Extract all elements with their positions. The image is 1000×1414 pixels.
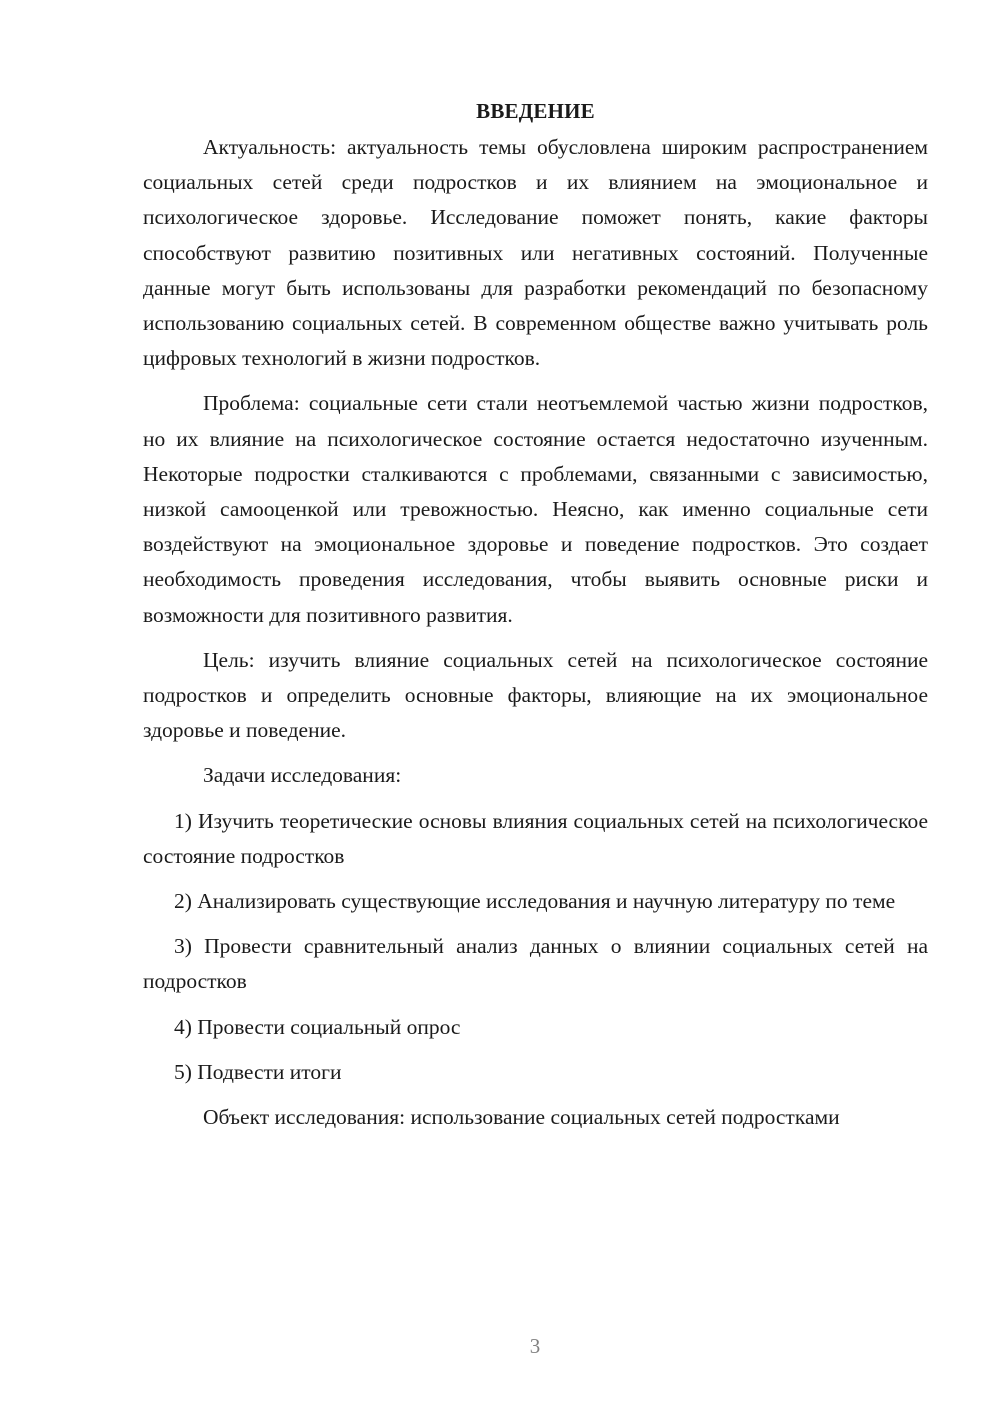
page-number: 3 (529, 1334, 541, 1358)
page-content (143, 96, 928, 1135)
problem-paragraph: Проблема: социальные сети стали неотъемлемой частью жизни подростков, но их влияние на психологическое состояние остается недостаточно изученным. Некоторые подростки сталкиваются с проблемами, связанными с зависимостью, низкой самооценкой или тревожностью. Неясно, как именно социальные сети воздействуют на эмоциональное здоровье и поведение подростков. Это создает необходимость проведения исследования, чтобы выявить основные риски и возможности для позитивного развития. (143, 391, 928, 627)
task-item-1: 1) Изучить теоретические основы влияния социальных сетей на психологическое состояние подростков (143, 808, 928, 868)
relevance-paragraph: Актуальность: актуальность темы обусловлена широким распространением социальных сетей среди подростков и их влиянием на эмоциональное и психологическое здоровье. Исследование поможет понять, какие факторы способствуют развитию позитивных или негативных состояний. Полученные данные могут быть использованы для разработки рекомендаций по безопасному использованию социальных сетей. В современном обществе важно учитывать роль цифровых технологий в жизни подростков. (143, 135, 928, 371)
task-item-3: 3) Провести сравнительный анализ данных о влиянии социальных сетей на подростков (143, 934, 928, 994)
task-item-5: 5) Подвести итоги (174, 1059, 342, 1084)
task-item-2: 2) Анализировать существующие исследования и научную литературу по теме (174, 889, 896, 914)
object-paragraph: Объект исследования: использование социальных сетей подростками (203, 1105, 840, 1130)
goal-paragraph: Цель: изучить влияние социальных сетей на психологическое состояние подростков и определить основные факторы, влияющие на их эмоциональное здоровье и поведение. (143, 647, 928, 743)
task-item-4: 4) Провести социальный опрос (174, 1014, 461, 1039)
section-heading: ВВЕДЕНИЕ (476, 99, 595, 123)
tasks-title: Задачи исследования: (203, 763, 402, 788)
